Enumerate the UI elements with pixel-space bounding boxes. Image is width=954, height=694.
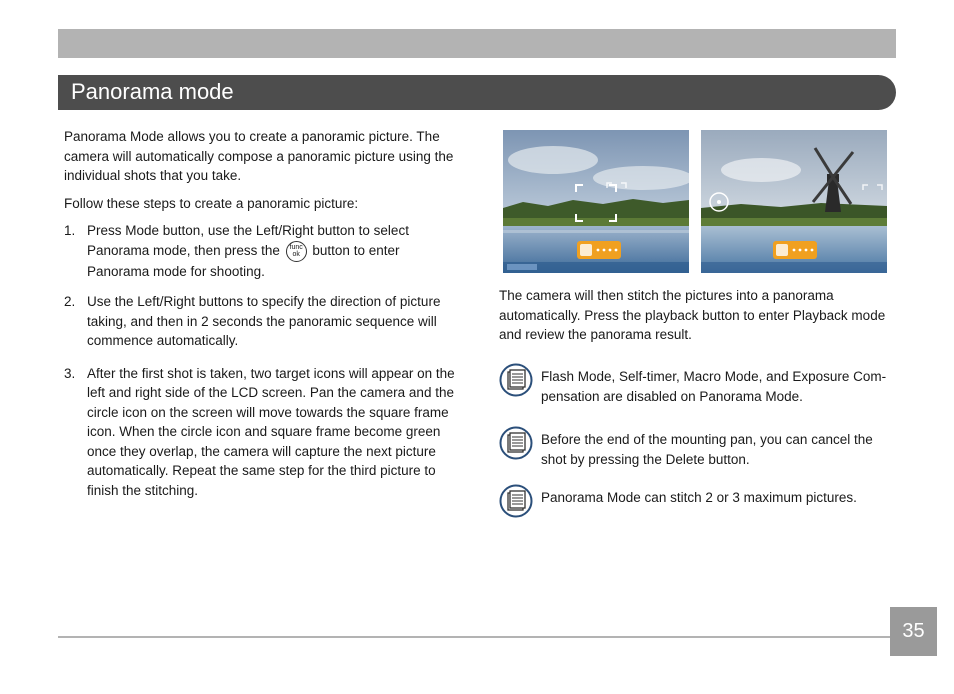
- func-ok-button-icon: [286, 241, 307, 262]
- instructions-column: [64, 127, 462, 511]
- step-1: [64, 221, 462, 281]
- step-text: After the first shot is taken, two target icons will appear on the left and right side of the LCD screen. Pan the camera and the circle icon on the screen will move towards the square frame icon. When the circle icon and square frame become green once they overlap, the camera will capture the next picture automatically. Repeat the same step for the third picture to finish the stitching.: [87, 365, 455, 498]
- footer-divider: [58, 636, 890, 638]
- note-icon: [499, 363, 533, 397]
- step-number: 1.: [64, 223, 76, 238]
- step-number: 2.: [64, 294, 76, 309]
- ok-label: ok: [292, 251, 300, 258]
- intro-paragraph: Panorama Mode allows you to create a panoramic picture. The camera will automatically compose a panoramic picture using the individual shots that you take.: [64, 129, 454, 183]
- steps-intro: Follow these steps to create a panoramic picture:: [64, 195, 359, 211]
- step-text: [87, 221, 462, 281]
- note-text: Flash Mode, Self-timer, Macro Mode, and Exposure Com-pensation are disabled on Panorama Mode.: [541, 369, 887, 404]
- stitch-description: [499, 286, 894, 345]
- note-icon: [499, 426, 533, 460]
- stitch-paragraph: The camera will then stitch the pictures into a panorama automatically. Press the playback button to enter Playback mode and review the panorama result.: [499, 288, 886, 342]
- note-icon: [499, 484, 533, 518]
- note-2: [499, 426, 894, 469]
- step-3: [64, 364, 462, 501]
- step-text-before-icon: Press Mode button, use the Left/Right button to select Panorama mode, then press the: [87, 223, 409, 258]
- panorama-example-photo-1: [503, 130, 689, 273]
- top-decorative-bar: [58, 29, 896, 58]
- step-text-after-icon: button to enter Panorama mode for shooting.: [87, 242, 400, 279]
- page-title: Panorama mode: [71, 79, 234, 104]
- section-header: [58, 75, 896, 110]
- note-text: Before the end of the mounting pan, you can cancel the shot by pressing the Delete button.: [541, 432, 873, 467]
- step-2: [64, 292, 462, 351]
- panorama-example-photo-2: [701, 130, 887, 273]
- note-3: [499, 484, 894, 518]
- func-label: func: [289, 244, 303, 251]
- step-text: Use the Left/Right buttons to specify the direction of picture taking, and then in 2 seconds the panoramic sequence will commence automatically.: [87, 294, 441, 348]
- note-text: Panorama Mode can stitch 2 or 3 maximum pictures.: [541, 490, 857, 505]
- step-number: 3.: [64, 365, 76, 381]
- page-number: 35: [890, 607, 937, 656]
- note-1: [499, 363, 894, 406]
